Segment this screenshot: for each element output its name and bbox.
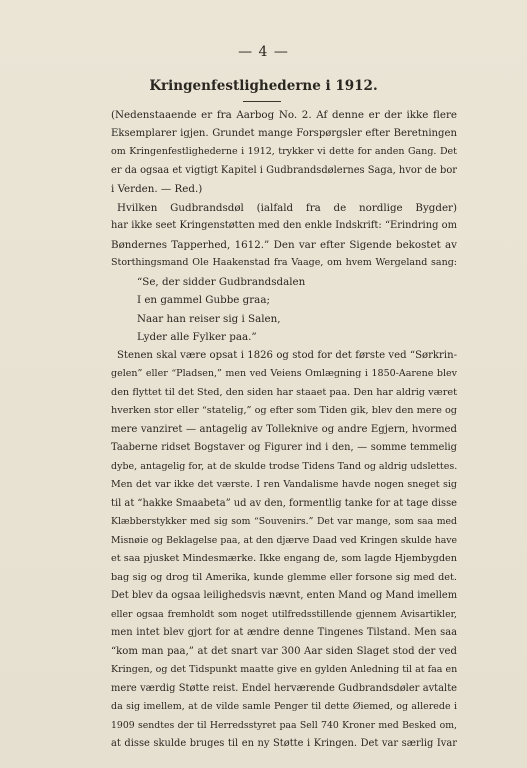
text-line: bag sig og drog til Amerika, kunde glemme eller forsone sig med det.	[111, 571, 457, 583]
text-line: mere værdig Støtte reist. Endel herværende Gudbrandsdøler avtalte	[111, 682, 457, 694]
text-line: Men det var ikke det værste. I ren Vandalisme havde nogen sneget sig	[111, 479, 457, 490]
text-line: Eksemplarer igjen. Grundet mange Forspørgsler efter Beretningen	[111, 127, 457, 139]
text-line: at disse skulde bruges til en ny Støtte i Kringen. Det var særlig Ivar	[111, 738, 457, 749]
text-line: men intet blev gjort for at ændre denne Tingenes Tilstand. Men saa	[111, 627, 457, 638]
text-line: er da ogsaa et vigtigt Kapitel i Gudbrandsdølernes Saga, hvor de bor	[111, 164, 457, 176]
article-body	[111, 106, 457, 754]
text-line: Stenen skal være opsat i 1826 og stod for det første ved “Sørkrin-	[117, 349, 457, 361]
text-line: i Verden. — Red.)	[111, 183, 203, 195]
text-line: et saa pjusket Mindesmærke. Ikke engang de, som lagde Hjembygden	[111, 553, 457, 564]
text-line: (Nedenstaaende er fra Aarbog No. 2. Af denne er der ikke flere	[111, 109, 457, 121]
text-line: til at “hakke Smaabeta” ud av den, formentlig tanke for at tage disse	[111, 497, 457, 509]
text-line: den flyttet til det Sted, den siden har staaet paa. Den har aldrig været	[111, 386, 457, 398]
text-line: Det blev da ogsaa leilighedsvis nævnt, enten Mand og Mand imellem	[111, 590, 457, 601]
text-line: “kom man paa,” at det snart var 300 Aar siden Slaget stod der ved	[111, 645, 457, 657]
text-line: 1909 sendtes der til Herredsstyret paa Sell 740 Kroner med Besked om,	[111, 719, 457, 731]
page-number: — 4 —	[238, 44, 289, 60]
verse-line: Naar han reiser sig i Salen,	[137, 312, 281, 325]
text-line: Kringen, og det Tidspunkt maatte give en gylden Anledning til at faa en	[111, 664, 457, 675]
text-line: Taaberne ridset Bogstaver og Figurer ind i den, — somme temmelig	[111, 442, 457, 453]
text-line: har ikke seet Kringenstøtten med den enkle Indskrift: “Erindring om	[111, 220, 457, 231]
text-line: om Kringenfestlighederne i 1912, trykker vi dette for anden Gang. Det	[111, 146, 457, 157]
article-title: Kringenfestlighederne i 1912.	[149, 78, 378, 94]
verse-line: “Se, der sidder Gudbrandsdalen	[137, 275, 306, 288]
text-line: Misnøie og Beklagelse paa, at den djærve Daad ved Kringen skulde have	[111, 534, 457, 546]
verse-line: I en gammel Gubbe graa;	[137, 294, 270, 306]
text-line: da sig imellem, at de vilde samle Penger til dette Øiemed, og allerede i	[111, 701, 457, 712]
text-line: dybe, antagelig for, at de skulde trodse Tidens Tand og aldrig udslettes.	[111, 460, 457, 472]
title-rule	[243, 101, 281, 102]
text-line: mere vanziret — antagelig av Tolleknive og andre Egjern, hvormed	[111, 423, 457, 435]
text-line: Bøndernes Tapperhed, 1612.” Den var efter Sigende bekostet av	[111, 238, 457, 251]
text-line: eller ogsaa fremholdt som noget utilfredsstillende gjennem Avisartikler,	[111, 608, 457, 620]
text-line: Hvilken Gudbrandsdøl (ialfald fra de nordlige Bygder)	[117, 201, 457, 214]
text-line: hverken stor eller “statelig,” og efter som Tiden gik, blev den mere og	[111, 405, 457, 416]
text-line: Klæbberstykker med sig som “Souvenirs.” Det var mange, som saa med	[111, 516, 457, 527]
text-line: gelen” eller “Pladsen,” men ved Veiens Omlægning i 1850-Aarene blev	[111, 368, 457, 379]
verse-line: Lyder alle Fylker paa.”	[137, 331, 257, 343]
text-line: Storthingsmand Ole Haakenstad fra Vaage, om hvem Wergeland sang:	[111, 257, 457, 268]
